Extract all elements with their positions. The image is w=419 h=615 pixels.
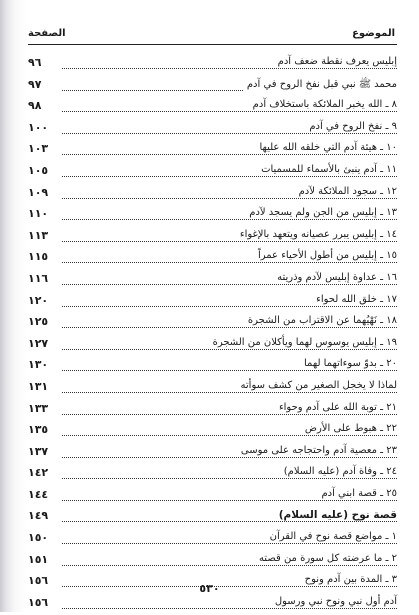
dot-leader [62,154,397,155]
toc-entry-title: قصة نوح (عليه السلام) [275,509,397,521]
toc-entry [28,54,397,76]
dot-leader [62,521,397,522]
page-column-label: الصفحة [28,28,66,39]
toc-entry-title: ٢٣ ـ معصية آدم واحتجاجه على موسى [237,445,397,456]
dot-leader [62,565,397,566]
toc-entry-page: ١٢٧ [28,336,49,350]
toc-entry [28,162,397,184]
toc-entry-title: ١ ـ مواضع قصة نوح في القرآن [266,531,397,542]
dot-leader [62,608,397,609]
toc-entry-page: ٩٦ [28,56,42,69]
toc-entry [28,248,397,270]
dot-leader [62,176,397,177]
toc-entry-title: ٣ ـ المدة بين آدم ونوح [301,574,397,585]
toc-entry-page: ١٣١ [28,379,49,393]
dot-leader [62,478,397,479]
toc-entry [28,486,397,508]
toc-section-heading [28,507,397,529]
dot-leader [62,349,397,350]
toc-entry-page: ١٥١ [28,552,49,566]
dot-leader [62,435,397,436]
page-number: ٥٣٠ [199,582,220,595]
dot-leader [62,306,397,307]
dot-leader [62,457,397,458]
toc-entry [28,76,397,98]
toc-entry-title: ١٢ ـ سجود الملائكة لآدم [295,186,397,197]
toc-entry-page: ١٣٠ [28,358,49,372]
toc-entry-title: ١٥ ـ إبليس من أطول الأحياء عمراً [254,250,397,261]
toc-entry-title: ٨ ـ الله يخبر الملائكة باستخلاف آدم [249,99,397,110]
toc-entry [28,227,397,249]
toc-entry-page: ١٠٣ [28,142,49,156]
toc-entry-title: لماذا لا يخجل الصغير من كشف سوأته [237,380,397,391]
toc-entry-page: ١٤٤ [28,487,49,501]
toc-entry-title: ١٦ ـ عداوة إبليس لآدم وذريته [273,272,397,283]
dot-leader [62,241,397,242]
toc-entry-title: آدم أول نبي ونوح نبي ورسول [271,596,397,607]
dot-leader [62,414,397,415]
toc-entry [28,97,397,119]
toc-entry-title: ٢١ ـ توبة الله على آدم وحواء [275,402,397,413]
dot-leader [62,219,397,220]
toc-entry [28,443,397,465]
toc-entry [28,313,397,335]
toc-entry-page: ١٥٦ [28,574,49,588]
dot-leader [62,370,397,371]
toc-entry [28,270,397,292]
dot-leader [62,198,397,199]
toc-entry-page: ١٤٢ [28,466,49,480]
table-of-contents [28,54,397,615]
toc-entry-title: ٢٤ ـ وفاة آدم (عليه السلام) [280,466,397,477]
toc-entry [28,335,397,357]
toc-entry-page: ١١٣ [28,228,49,242]
toc-entry-page: ١٠٩ [28,185,49,199]
dot-leader [62,500,397,501]
toc-entry [28,356,397,378]
toc-entry-page: ١١٠ [28,207,49,221]
dot-leader [62,327,397,328]
toc-entry-page: ١١٦ [28,271,49,285]
toc-entry [28,140,397,162]
toc-entry-title: ١٧ ـ خلق الله لحواء [312,294,397,305]
topic-column-label: الموضوع [352,28,395,39]
dot-leader [62,68,397,69]
toc-entry-page: ١٥٦ [28,595,49,609]
toc-entry [28,378,397,400]
dot-leader [62,111,397,112]
toc-entry-page: ٩٧ [28,77,42,91]
toc-entry [28,400,397,422]
toc-entry [28,292,397,314]
dot-leader [62,262,397,263]
toc-entry-title: ١٣ ـ إبليس من الجن ولم يسجد لآدم [245,207,397,218]
toc-entry-title: ٢٠ ـ بدوّ سوءاتهما لهما [300,358,397,369]
toc-entry-title: ٢ ـ ما عرضته كل سورة من قصته [255,553,397,564]
toc-entry-page: ١٠٥ [28,163,49,177]
toc-entry [28,119,397,141]
header-rule [28,44,397,45]
dot-leader [62,133,397,134]
toc-entry-page: ١١٥ [28,250,49,264]
toc-entry-page: ١٣٣ [28,401,49,415]
toc-entry-page: ١٢٥ [28,315,49,329]
toc-entry-title: ٢٢ ـ هبوط على الأرض [301,423,397,434]
toc-entry [28,184,397,206]
toc-entry-title: ١٤ ـ إبليس يبرر عصيانه ويتعهد بالإغواء [236,229,397,240]
toc-entry [28,551,397,573]
toc-entry-title: ١٨ ـ نَهْيُهما عن الاقتراب من الشجرة [244,315,397,326]
toc-entry-page: ٩٨ [28,99,42,113]
toc-entry [28,421,397,443]
toc-entry-title: محمد ﷺ نبي قبل نفخ الروح في آدم [243,78,397,92]
toc-entry-title: ٢٥ ـ قصة ابني آدم [317,488,397,499]
dot-leader [62,543,397,544]
toc-entry-page: ١٥٠ [28,531,49,545]
toc-entry-title: ١٠ ـ هيئة آدم التي خلقه الله عليها [255,142,397,153]
toc-entry-title: ١٩ ـ إبليس يوسوس لهما ويأكلان من الشجرة [209,337,397,348]
dot-leader [62,284,397,285]
toc-entry-title: ١١ ـ آدم ينبئ بالأسماء للمسميات [257,164,397,175]
toc-entry [28,205,397,227]
toc-entry [28,529,397,551]
toc-entry-page: ١٣٥ [28,423,49,437]
page-header [28,28,395,42]
toc-entry-title: إبليس يعرف نقطة ضعف آدم [274,56,397,67]
dot-leader [62,392,397,393]
toc-entry-page: ١٣٧ [28,444,49,458]
toc-entry [28,464,397,486]
toc-entry-title: ٩ ـ نفخ الروح في آدم [305,121,397,132]
toc-entry-page: ١٢٠ [28,293,49,307]
toc-entry-page: ١٤٩ [28,509,49,523]
toc-entry-page: ١٠٠ [28,120,49,134]
